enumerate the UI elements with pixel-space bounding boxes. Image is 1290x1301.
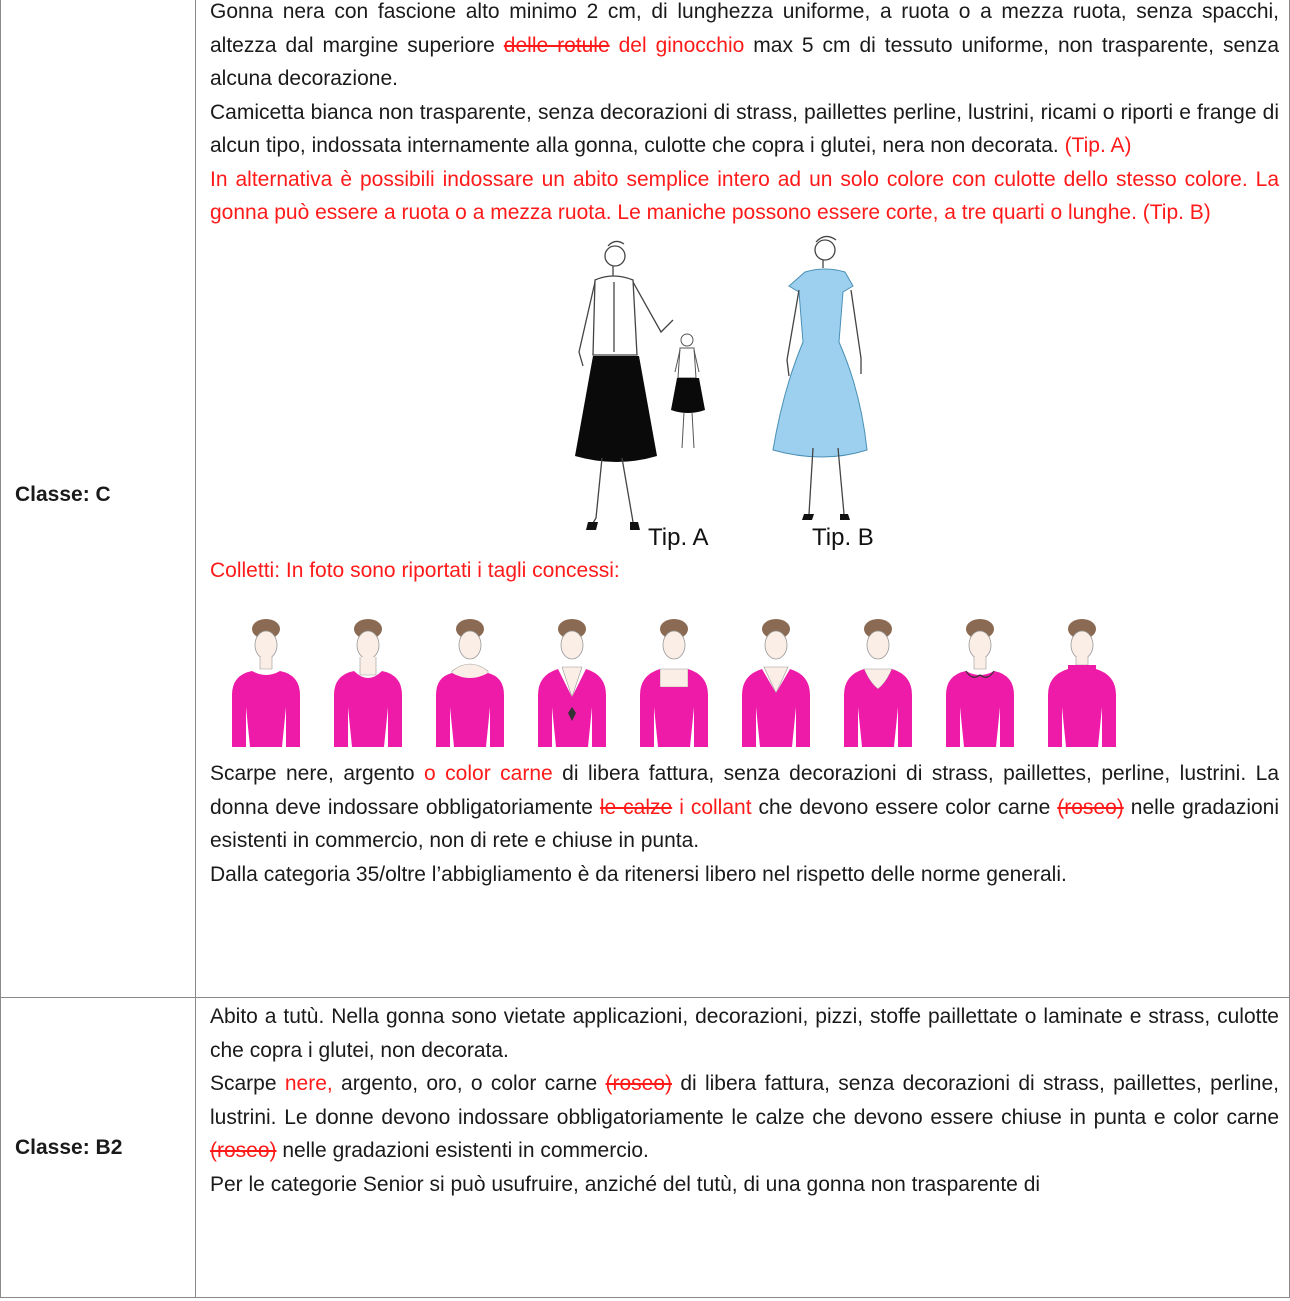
label-class-c: Classe: C bbox=[1, 0, 196, 998]
collar-v-icon bbox=[736, 617, 817, 747]
collars-row bbox=[210, 617, 1279, 747]
tip-b-label: Tip. B bbox=[812, 523, 874, 551]
paragraph-alternative: In alternativa è possibili indossare un abito semplice intero ad un solo colore con culotte dello stesso colore. La gonna può essere a ruota o a mezza ruota. Le maniche possono essere corte, a tre quarti o lunghe. (Tip. B) bbox=[210, 167, 1279, 224]
paragraph-blouse: Camicetta bianca non trasparente, senza decorazioni di strass, paillettes perline, lustrini, ricami o riporti e frange di alcun tipo, indossata internamente alla gonna, culotte che copra i glutei, nera non decorata. (Tip. A) bbox=[210, 100, 1279, 157]
paragraph-colletti: Colletti: In foto sono riportati i tagli concessi: bbox=[210, 558, 620, 582]
paragraph-senior: Per le categorie Senior si può usufruire, anziché del tutù, di una gonna non trasparente di bbox=[210, 1172, 1041, 1196]
label-class-b2: Classe: B2 bbox=[1, 998, 196, 1298]
paragraph-free-clothing: Dalla categoria 35/oltre l’abbigliamento è da ritenersi libero nel rispetto delle norme generali. bbox=[210, 862, 1067, 886]
collar-square-icon bbox=[634, 617, 715, 747]
tip-a-label: Tip. A bbox=[648, 523, 709, 551]
figures-area bbox=[210, 230, 1279, 552]
collar-sweetheart-icon bbox=[838, 617, 919, 747]
paragraph-shoes: Scarpe nere, argento o color carne di libera fattura, senza decorazioni di strass, paillettes, perline, lustrini. La donna deve indossare obbligatoriamente le calze i collant che devono essere color carne (roseo) nelle gradazioni esistenti in commercio, non di rete e chiuse in punta. bbox=[210, 762, 1280, 852]
collar-round-icon bbox=[226, 617, 307, 747]
collar-mandarin-icon bbox=[1042, 617, 1123, 747]
collar-boat-icon bbox=[328, 617, 409, 747]
content-class-b2 bbox=[196, 998, 1290, 1298]
paragraph-tutu: Abito a tutù. Nella gonna sono vietate applicazioni, decorazioni, pizzi, stoffe paillettate o laminate e strass, culotte che copra i glutei, non decorata. bbox=[210, 1005, 1279, 1062]
illustration-tip-a-icon bbox=[210, 230, 1290, 552]
row-class-b2 bbox=[1, 998, 1290, 1298]
paragraph-b2-shoes: Scarpe nere, argento, oro, o color carne (roseo) di libera fattura, senza decorazioni di strass, paillettes, perline, lustrini. Le donne devono indossare obbligatoriamente le calze che devono essere chiuse in punta e color carne (roseo) nelle gradazioni esistenti in commercio. bbox=[210, 1072, 1279, 1162]
collar-wide-icon bbox=[430, 617, 511, 747]
content-class-c bbox=[196, 0, 1290, 998]
row-class-c bbox=[1, 0, 1290, 998]
collar-peter-pan-icon bbox=[940, 617, 1021, 747]
collar-v-tie-icon bbox=[532, 617, 613, 747]
paragraph-skirt: Gonna nera con fascione alto minimo 2 cm, di lunghezza uniforme, a ruota o a mezza ruota, senza spacchi, altezza dal margine superiore delle rotule del ginocchio max 5 cm di tessuto uniforme, non trasparente, senza alcuna decorazione. bbox=[210, 0, 1279, 90]
